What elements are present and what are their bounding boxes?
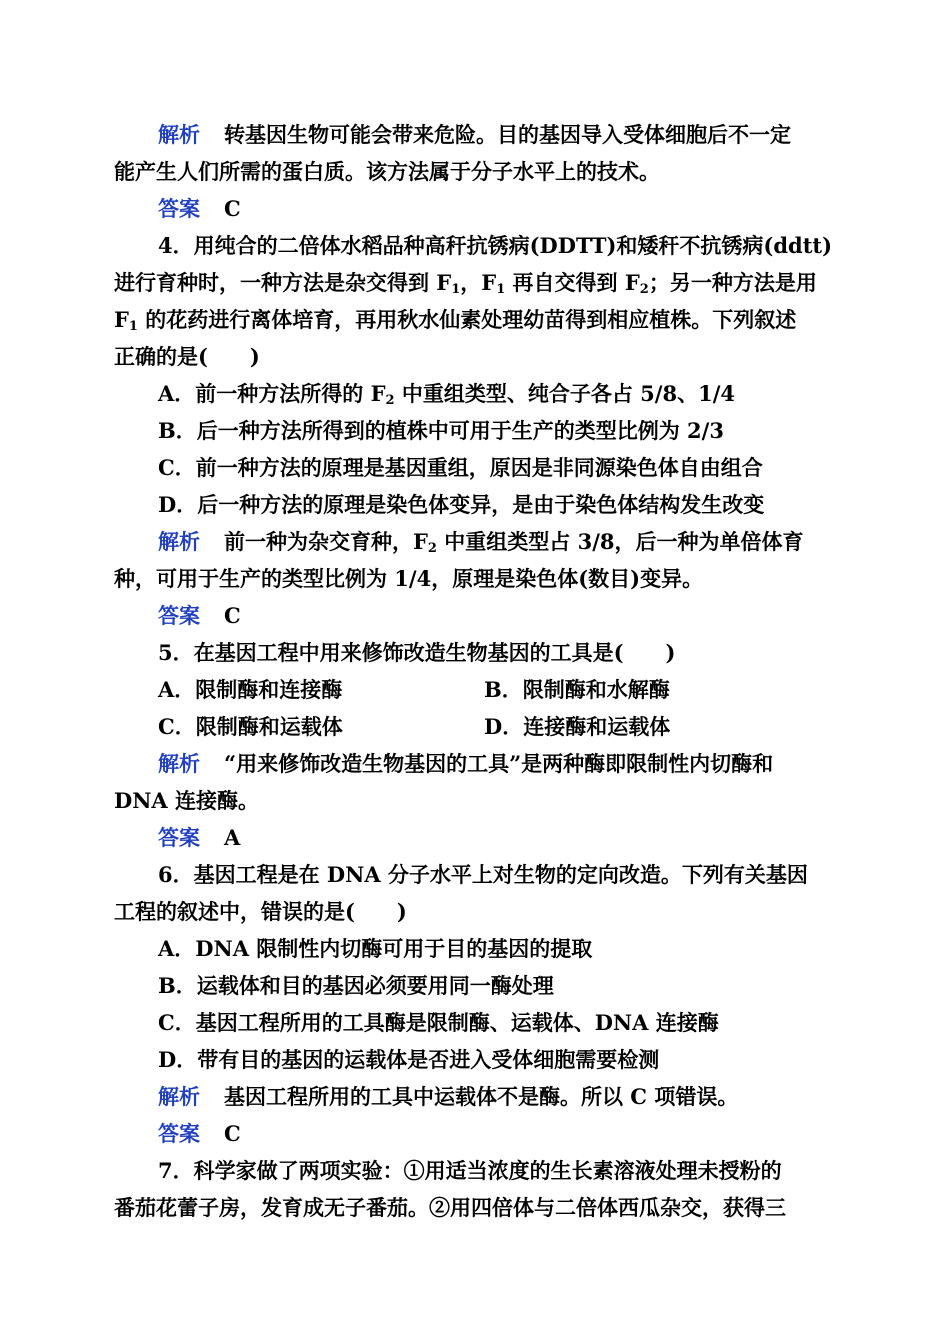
q4-answer: 答案 C: [158, 603, 241, 628]
q5-analysis-line-1: 解析 “用来修饰改造生物基因的工具”是两种酶即限制性内切酶和: [158, 751, 774, 776]
q6-option-d: D．带有目的基因的运载体是否进入受体细胞需要检测: [158, 1047, 660, 1072]
q4-option-c: C．前一种方法的原理是基因重组，原因是非同源染色体自由组合: [158, 455, 763, 480]
q4-option-b: B．后一种方法所得到的植株中可用于生产的类型比例为 2/3: [158, 418, 724, 443]
q4-option-d: D．后一种方法的原理是染色体变异，是由于染色体结构发生改变: [158, 492, 765, 517]
q6-option-a: A．DNA 限制性内切酶可用于目的基因的提取: [158, 936, 593, 961]
q4-stem-line-4: 正确的是( ): [114, 344, 260, 369]
q3-analysis-line-2: 能产生人们所需的蛋白质。该方法属于分子水平上的技术。: [114, 159, 660, 184]
q5-option-b: B．限制酶和水解酶: [484, 677, 670, 702]
answer-label: 答案: [158, 603, 200, 628]
q5-option-d: D．连接酶和运载体: [484, 714, 671, 739]
analysis-label: 解析: [158, 1084, 200, 1109]
q4-stem-line-3: $F_1$ 的花药进行离体培育，再用秋水仙素处理幼苗得到相应植株。下列叙述: [114, 307, 797, 334]
q4-stem-line-1: 4．用纯合的二倍体水稻品种高秆抗锈病(DDTT)和矮秆不抗锈病(ddtt): [158, 233, 833, 258]
q5-analysis-line-2: DNA 连接酶。: [114, 788, 260, 813]
answer-label: 答案: [158, 1121, 200, 1146]
q3-answer: 答案 C: [158, 196, 241, 221]
analysis-label: 解析: [158, 529, 200, 554]
q5-option-c: C．限制酶和运载体: [158, 714, 343, 739]
q3-analysis-line-1: 解析 转基因生物可能会带来危险。目的基因导入受体细胞后不一定: [158, 122, 791, 147]
q6-option-b: B．运载体和目的基因必须要用同一酶处理: [158, 973, 554, 998]
q5-options-row-2: [158, 708, 838, 745]
q5-answer: 答案 A: [158, 825, 241, 850]
q6-answer: 答案 C: [158, 1121, 241, 1146]
q4-analysis-line-2: 种，可用于生产的类型比例为 1/4，原理是染色体(数目)变异。: [114, 566, 704, 591]
q6-option-c: C．基因工程所用的工具酶是限制酶、运载体、DNA 连接酶: [158, 1010, 719, 1035]
answer-label: 答案: [158, 825, 200, 850]
q5-option-a: A．限制酶和连接酶: [158, 677, 343, 702]
q4-analysis-line-1: 解析 前一种为杂交育种，$F_2$ 中重组类型占 3/8，后一种为单倍体育: [158, 529, 804, 556]
analysis-label: 解析: [158, 122, 200, 147]
q4-option-a: A．前一种方法所得的 $F_2$ 中重组类型、纯合子各占 5/8、1/4: [158, 381, 735, 408]
q6-stem-line-1: 6．基因工程是在 DNA 分子水平上对生物的定向改造。下列有关基因: [158, 862, 808, 887]
answer-label: 答案: [158, 196, 200, 221]
q7-stem-line-1: 7．科学家做了两项实验：①用适当浓度的生长素溶液处理未授粉的: [158, 1158, 782, 1183]
q5-stem: 5．在基因工程中用来修饰改造生物基因的工具是( ): [158, 640, 676, 665]
analysis-label: 解析: [158, 751, 200, 776]
q4-stem-line-2: 进行育种时，一种方法是杂交得到 $F_1$，$F_1$ 再自交得到 $F_2$；另一种方法是用: [114, 270, 817, 297]
q6-analysis: 解析 基因工程所用的工具中运载体不是酶。所以 C 项错误。: [158, 1084, 739, 1109]
q6-stem-line-2: 工程的叙述中，错误的是( ): [114, 899, 407, 924]
q7-stem-line-2: 番茄花蕾子房，发育成无子番茄。②用四倍体与二倍体西瓜杂交，获得三: [114, 1195, 786, 1220]
q5-options-row-1: [158, 671, 838, 708]
